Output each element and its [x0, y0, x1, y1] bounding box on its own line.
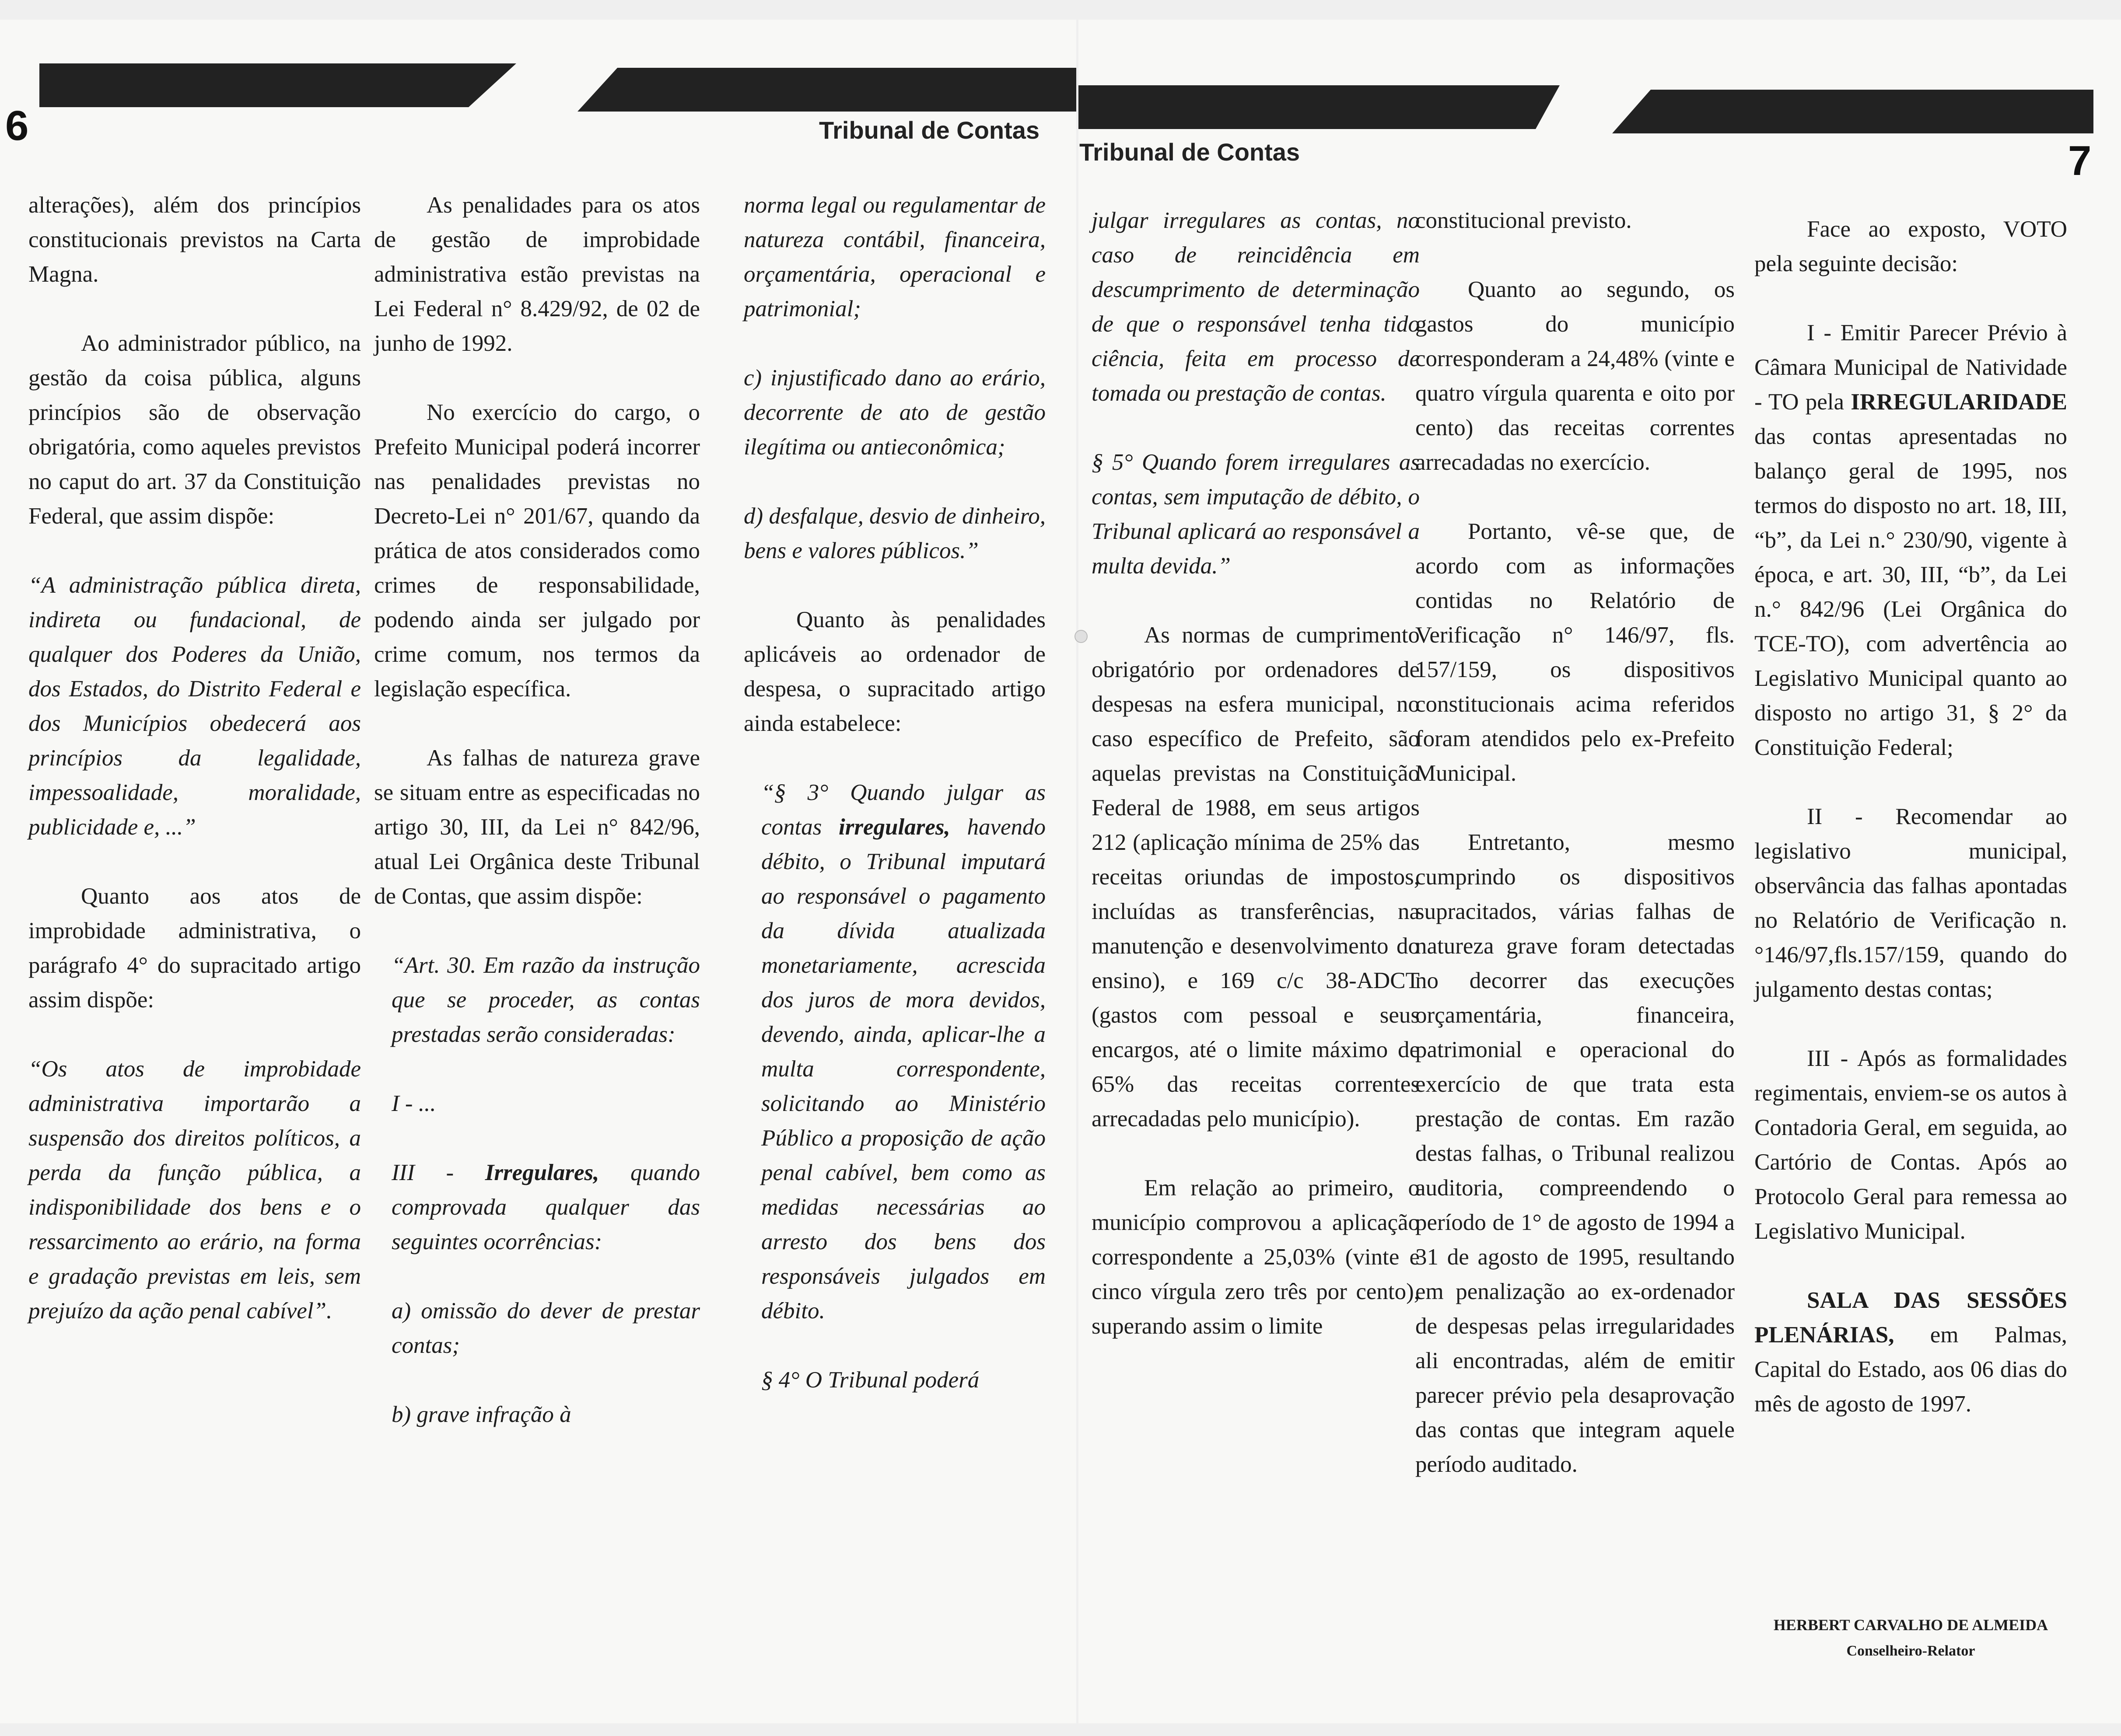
page-number-left: 6	[5, 102, 29, 149]
paragraph-text: III -	[392, 1160, 485, 1185]
paragraph: As normas de cumprimento obrigatório por ordenadores de despesas na esfera municipal, no caso específico de Prefeito, são aquelas previstas na Constituição Federal de 1988, em seus artigos 212 (aplicação mínima de 25% das receitas oriundas de impostos, incluídas as transferências, na manutenção e desenvolvimento do ensino), e 169 c/c 38-ADCT (gastos com pessoal e seus encargos, até o limite máximo de 65% das receitas correntes arrecadadas pelo município).	[1092, 622, 1420, 1132]
paragraph: No exercício do cargo, o Prefeito Municipal poderá incorrer nas penalidades previstas no Decreto-Lei n° 201/67, quando da prática de atos considerados como crimes de responsabilidade, podendo ainda ser julgado por crime comum, nos termos da legislação específica.	[374, 400, 700, 702]
paragraph: § 4° O Tribunal poderá	[761, 1367, 980, 1393]
paragraph: Face ao exposto, VOTO pela seguinte decisão:	[1754, 217, 2067, 276]
paragraph: “A administração pública direta, indireta ou fundacional, de qualquer dos Poderes da União, dos Estados, do Distrito Federal e dos Municípios obedecerá aos princípios da legalidade, impessoalidade, moralidade, publicidade e, ...”	[28, 573, 361, 840]
paragraph-text: I - Emitir Parecer Prévio à Câmara Municipal de Natividade - TO pela	[1754, 320, 2067, 415]
paragraph: Entretanto, mesmo cumprindo os dispositivos supracitados, várias falhas de natureza grave foram detectadas no decorrer das execuções orçamentária, financeira, patrimonial e operacional do exercício de que trata esta prestação de contas. Em razão destas falhas, o Tribunal realizou auditoria, compreendendo o período de 1° de agosto de 1994 a 31 de agosto de 1995, resultando em penalização ao ex-ordenador de despesas pelas irregularidades ali encontradas, além de emitir parecer prévio pela desaprovação das contas que integram aquele período auditado.	[1415, 830, 1735, 1477]
emphasis-text: irregulares,	[839, 814, 950, 840]
paragraph-text: em Palmas, Capital do Estado, aos 06 dias do mês de agosto de 1997.	[1754, 1322, 2067, 1417]
paragraph: I - ...	[392, 1091, 436, 1116]
paragraph: § 5° Quando forem irregulares as contas, sem imputação de débito, o Tribunal aplicará ao responsável a multa devida.”	[1092, 450, 1420, 579]
paragraph	[761, 775, 1046, 1328]
right-column-3	[1754, 212, 2067, 1456]
paragraph: As penalidades para os atos de gestão de improbidade administrativa estão previstas na Lei Federal n° 8.429/92, de 02 de junho de 1992.	[374, 192, 700, 356]
page-fold-mark	[1074, 630, 1088, 643]
left-column-1	[28, 188, 361, 1363]
signer-role: Conselheiro-Relator	[1846, 1643, 1975, 1659]
signer-name: HERBERT CARVALHO DE ALMEIDA	[1773, 1616, 2048, 1634]
paragraph: III - Após as formalidades regimentais, enviem-se os autos à Contadoria Geral, em seguida, ao Cartório de Contas. Após ao Protocolo Geral para remessa ao Legislativo Municipal.	[1754, 1046, 2067, 1244]
left-page	[0, 20, 1076, 1723]
left-column-3	[744, 188, 1046, 1432]
paragraph: Ao administrador público, na gestão da coisa pública, alguns princípios são de observação obrigatória, como aqueles previstos no caput do art. 37 da Constituição Federal, que assim dispõe:	[28, 331, 361, 529]
signature-block	[1754, 1612, 2067, 1664]
paragraph: “Os atos de improbidade administrativa importarão a suspensão dos direitos políticos, a perda da função pública, a indisponibilidade dos bens e o ressarcimento ao erário, na forma e gradação previstas em leis, sem prejuízo da ação penal cabível”.	[28, 1056, 361, 1324]
paragraph-text: “§ 3° Quando julgar as contas	[761, 780, 1046, 840]
paragraph	[392, 1156, 700, 1259]
header-bar-right-2	[1612, 90, 2093, 133]
paragraph: norma legal ou regulamentar de natureza contábil, financeira, orçamentária, operacional e patrimonial;	[744, 192, 1046, 321]
paragraph: julgar irregulares as contas, no caso de reincidência em descumprimento de determinação de que o responsável tenha tido ciência, feita em processo de tomada ou prestação de contas.	[1092, 208, 1420, 406]
header-bar-left-1	[39, 63, 516, 107]
header-bar-right-1	[1078, 85, 1560, 129]
right-page	[1078, 20, 2121, 1723]
paragraph	[1754, 316, 2067, 765]
paragraph: alterações), além dos princípios constitucionais previstos na Carta Magna.	[28, 192, 361, 287]
emphasis-text: IRREGULARIDADE	[1851, 389, 2067, 415]
header-bar-left-2	[578, 68, 1076, 112]
paragraph: Portanto, vê-se que, de acordo com as informações contidas no Relatório de Verificação n° 146/97, fls. 157/159, os dispositivos constitucionais acima referidos foram atendidos pelo ex-Prefeito Municipal.	[1415, 519, 1735, 786]
paragraph: Em relação ao primeiro, o município comprovou a aplicação correspondente a 25,03% (vinte e cinco vírgula zero três por cento), superando assim o limite	[1092, 1175, 1420, 1339]
emphasis-text: Irregulares,	[485, 1160, 599, 1185]
paragraph: Quanto aos atos de improbidade administrativa, o parágrafo 4° do supracitado artigo assim dispõe:	[28, 884, 361, 1013]
paragraph-text: das contas apresentadas no balanço geral de 1995, nos termos do disposto no art. 18, III, “b”, da Lei n.° 230/90, vigente à época, e art. 30, III, “b”, da Lei n.° 842/96 (Lei Orgânica do TCE-TO), com advertência ao Legislativo Municipal quanto ao disposto no artigo 31, § 2° da Constituição Federal;	[1754, 424, 2067, 760]
paragraph: Quanto ao segundo, os gastos do município corresponderam a 24,48% (vinte e quatro vírgula quarenta e oito por cento) das receitas correntes arrecadadas no exercício.	[1415, 277, 1735, 475]
paragraph: b) grave infração à	[392, 1402, 571, 1427]
paragraph: d) desfalque, desvio de dinheiro, bens e valores públicos.”	[744, 503, 1046, 563]
header-title-left: Tribunal de Contas	[819, 116, 1040, 144]
paragraph-text: havendo débito, o Tribunal imputará ao responsável o pagamento da dívida atualizada monetariamente, acrescida dos juros de mora devidos, devendo, ainda, aplicar-lhe a multa correspondente, solicitando ao Ministério Público a proposição de ação penal cabível, bem como as medidas necessárias ao arresto dos bens dos responsáveis julgados em débito.	[761, 814, 1046, 1324]
emphasis-text: SALA DAS SESSÕES PLENÁRIAS,	[1754, 1288, 2067, 1348]
paragraph: “Art. 30. Em razão da instrução que se proceder, as contas prestadas serão consideradas:	[392, 953, 700, 1047]
header-title-right: Tribunal de Contas	[1079, 138, 1300, 166]
page-number-right: 7	[2068, 137, 2092, 184]
paragraph: c) injustificado dano ao erário, decorrente de ato de gestão ilegítima ou antieconômica;	[744, 365, 1046, 460]
right-column-2	[1415, 203, 1735, 1516]
paragraph: constitucional previsto.	[1415, 208, 1632, 233]
paragraph: II - Recomendar ao legislativo municipal, observância das falhas apontadas no Relatório de Verificação n.°146/97,fls.157/159, quando do julgamento destas contas;	[1754, 804, 2067, 1002]
paragraph	[1754, 1283, 2067, 1422]
paragraph: Quanto às penalidades aplicáveis ao ordenador de despesa, o supracitado artigo ainda estabelece:	[744, 607, 1046, 736]
paragraph: As falhas de natureza grave se situam entre as especificadas no artigo 30, III, da Lei n° 842/96, atual Lei Orgânica deste Tribunal de Contas, que assim dispõe:	[374, 745, 700, 909]
paragraph: a) omissão do dever de prestar contas;	[392, 1298, 700, 1358]
paragraph-text: quando comprovada qualquer das seguintes ocorrências:	[392, 1160, 700, 1254]
left-column-2	[374, 188, 700, 1467]
right-column-1	[1092, 203, 1420, 1378]
